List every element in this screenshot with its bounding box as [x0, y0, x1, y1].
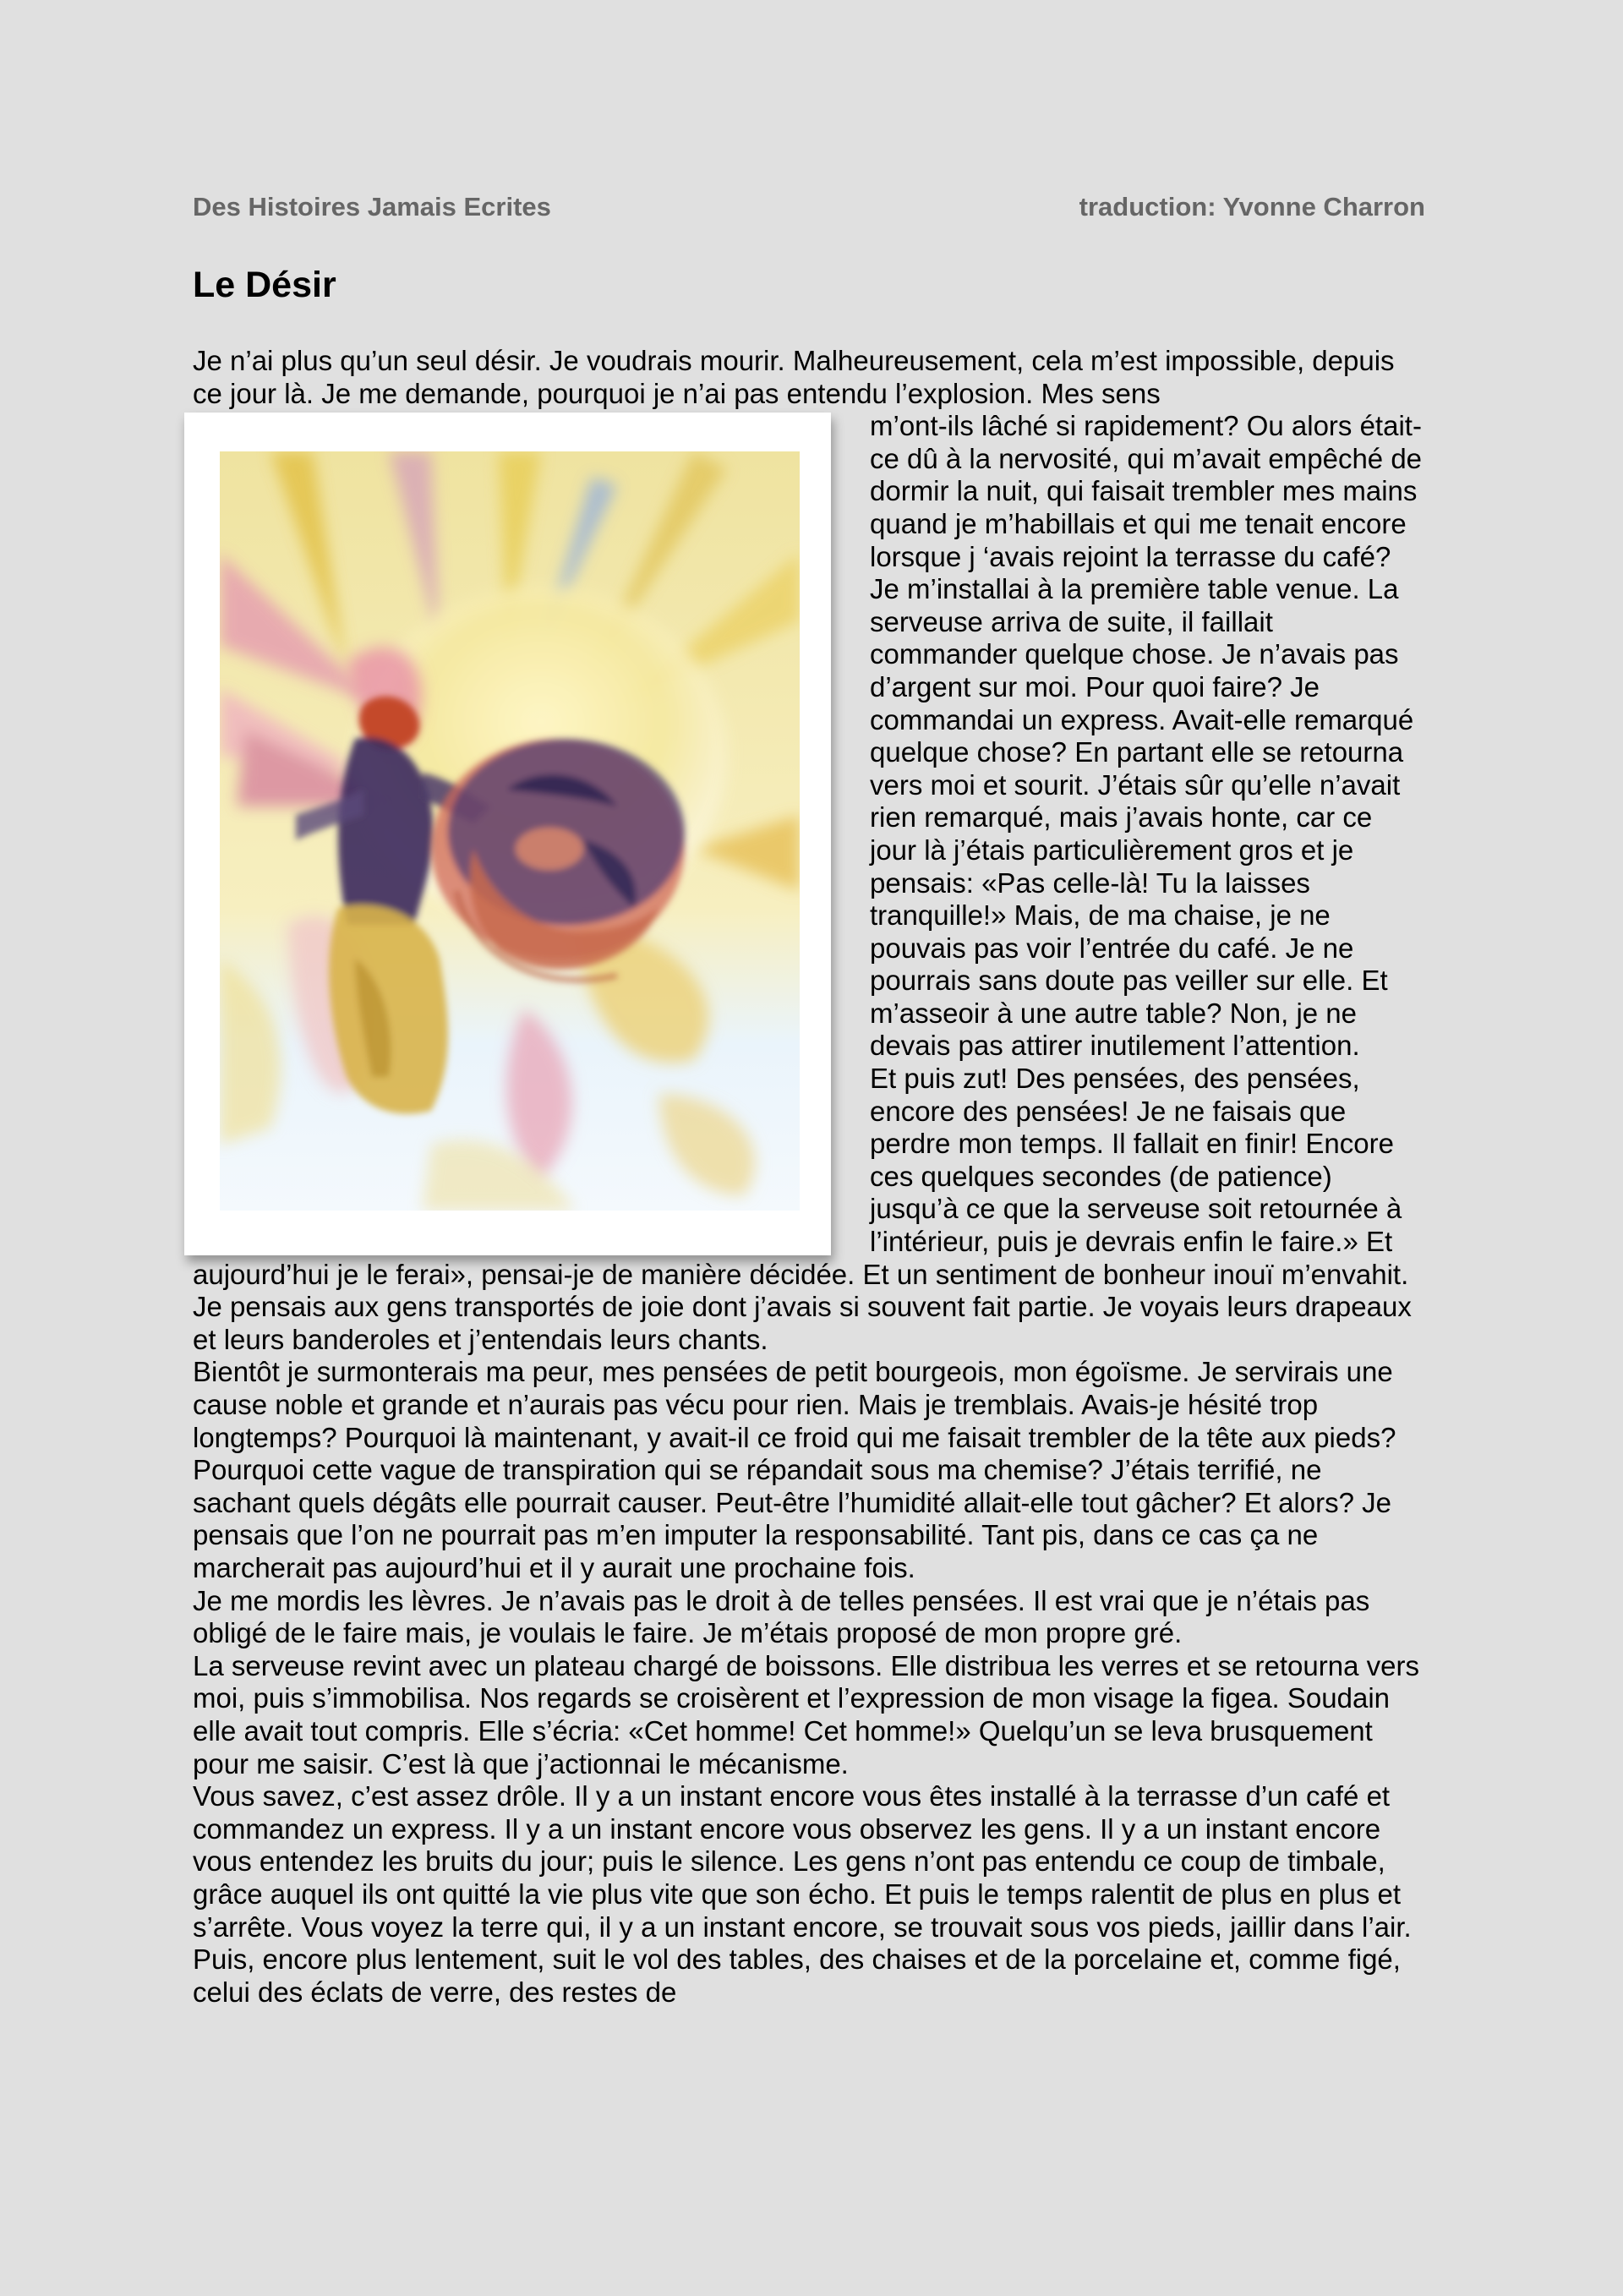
intro-paragraph: Je n’ai plus qu’un seul désir. Je voudrais mourir. Malheureusement, cela m’est impossible, depuis ce jour là. Je me demande, pourquoi je n’ai pas entendu l’explosion. Mes sens: [193, 345, 1395, 409]
paragraph-3: Et puis zut! Des pensées, des pensées, encore des pensées! Je ne faisais que perdre mon temps. Il fallait en finir! Encore ces quelques secondes (de patience) jusqu’à ce que la serveuse soit retournée à l’intérieur, puis je devrais enfin le faire.» Et aujourd’hui je le ferai», pensai-je de manière décidée. Et un sentiment de bonheur inouï m’envahit. Je pensais aux gens transportés de joie dont j’avais si souvent fait partie. Je voyais leurs drapeaux et leurs banderoles et j’entendais leurs chants.: [193, 1063, 1412, 1355]
story-title: Le Désir: [193, 265, 336, 305]
paragraph-7: Vous savez, c’est assez drôle. Il y a un instant encore vous êtes installé à la terrasse d’un café et commandez un express. Il y a un instant encore vous observez les gens. Il y a un instant encore vous entendez les bruits du jour; puis le silence. Les gens n’ont pas entendu ce coup de timbale, grâce auquel ils ont quitté la vie plus vite que son écho. Et puis le temps ralentit de plus en plus et s’arrête. Vous voyez la terre qui, il y a un instant encore, se trouvait sous vos pieds, jaillir dans l’air. Puis, encore plus lentement, suit le vol des tables, des chaises et de la porcelaine et, comme figé, celui des éclats de verre, des restes de: [193, 1780, 1412, 2008]
paragraph-5: Je me mordis les lèvres. Je n’avais pas le droit à de telles pensées. Il est vrai que je n’étais pas obligé de le faire mais, je voulais le faire. Je m’étais proposé de mon propre gré.: [193, 1584, 1370, 1649]
story-body: [193, 345, 1425, 2009]
watercolor-illustration: [220, 451, 800, 1211]
paragraph-4: Bientôt je surmonterais ma peur, mes pensées de petit bourgeois, mon égoïsme. Je servirais une cause noble et grande et n’aurais pas vécu pour rien. Mais je tremblais. Avais-je hésité trop longtemps? Pourquoi là maintenant, y avait-il ce froid qui me faisait trembler de la tête aux pieds? Pourquoi cette vague de transpiration qui se répandait sous ma chemise? J’étais terrifié, ne sachant quels dégâts elle pourrait causer. Peut-être l’humidité allait-elle tout gâcher? Et alors? Je pensais que l’on ne pourrait pas m’en imputer la responsabilité. Tant pis, dans ce cas ça ne marcherait pas aujourd’hui et il y aurait une prochaine fois.: [193, 1356, 1396, 1583]
document-page: [193, 190, 1425, 2009]
header-translator: traduction: Yvonne Charron: [1079, 192, 1425, 221]
running-header: [193, 190, 1425, 224]
paragraph-6: La serveuse revint avec un plateau chargé de boissons. Elle distribua les verres et se retourna vers moi, puis s’immobilisa. Nos regards se croisèrent et l’expression de mon visage la figea. Soudain elle avait tout compris. Elle s’écria: «Cet homme! Cet homme!» Quelqu’un se leva brusquement pour me saisir. C’est là que j’actionnai le mécanisme.: [193, 1649, 1419, 1779]
header-book-title: Des Histoires Jamais Ecrites: [193, 192, 551, 221]
illustration-frame: [184, 413, 831, 1255]
paragraph-1: m’ont-ils lâché si rapidement? Ou alors était-ce dû à la nervosité, qui m’avait empêché de dormir la nuit, qui faisait trembler mes mains quand je m’habillais et qui me tenait encore lorsque j ‘avais rejoint la terrasse du café?: [870, 410, 1423, 572]
paragraph-2: Je m’installai à la première table venue. La serveuse arriva de suite, il faillait commander quelque chose. Je n’avais pas d’argent sur moi. Pour quoi faire? Je commandai un express. Avait-elle remarqué quelque chose? En partant elle se retourna vers moi et sourit. J’étais sûr qu’elle n’avait rien remarqué, mais j’avais honte, car ce jour là j’étais particulièrement gros et je pensais: «Pas celle-là! Tu la laisses tranquille!» Mais, de ma chaise, je ne pouvais pas voir l’entrée du café. Je ne pourrais sans doute pas veiller sur elle. Et m’asseoir à une autre table? Non, je ne devais pas attirer inutilement l’attention.: [870, 573, 1414, 1062]
